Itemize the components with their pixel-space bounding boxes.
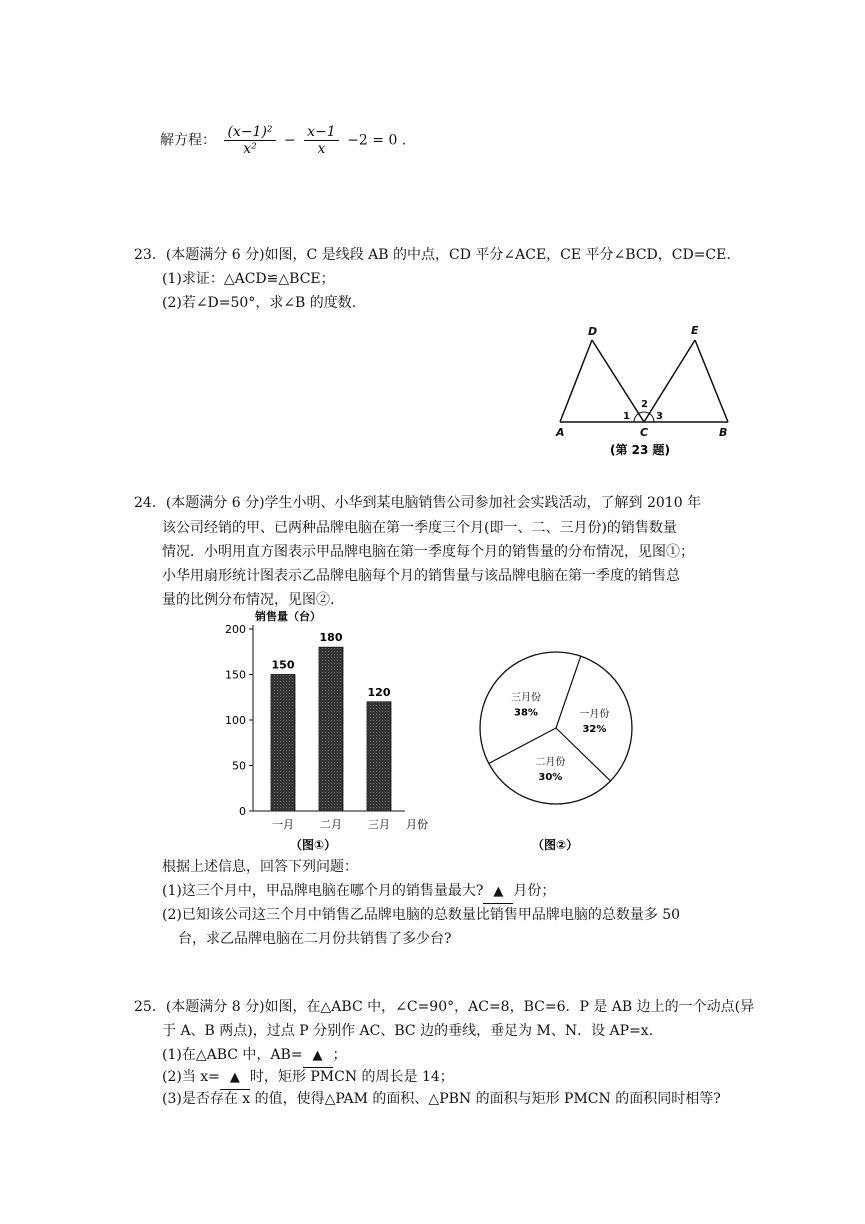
answer-blank[interactable]: ▲ — [303, 1045, 333, 1068]
q24-line-4: 小华用扇形统计图表示乙品牌电脑每个月的销售量与该品牌电脑在第一季度的销售总 — [162, 568, 680, 584]
equation-minus: − — [283, 132, 296, 149]
q24-sub1-suffix: 月份； — [513, 883, 556, 899]
bar-chart-xlabel: 月份 — [406, 818, 428, 831]
y-tick-label: 0 — [239, 805, 246, 818]
q25-line-2: 于 A、B 两点)，过点 P 分别作 AC、BC 边的垂线，垂足为 M、N．设 AP=x. — [162, 1023, 654, 1039]
label-d: D — [588, 325, 598, 338]
q23-line-1: 23．(本题满分 6 分)如图，C 是线段 AB 的中点，CD 平分∠ACE，CE 平分∠BCD，CD=CE. — [134, 247, 731, 263]
label-c: C — [640, 426, 649, 439]
label-b: B — [719, 426, 728, 439]
bar-chart — [210, 605, 470, 855]
pie-slice-boundary — [556, 656, 581, 728]
y-tick-label: 150 — [225, 668, 246, 682]
q25-sub2 — [162, 1066, 454, 1090]
pie-slice-label: 三月份 — [510, 692, 541, 704]
q25-line-1: 25．(本题满分 8 分)如图，在△ABC 中，∠C=90°，AC=8，BC=6．P 是 AB 边上的一个动点(异 — [134, 999, 755, 1015]
bar — [367, 702, 391, 811]
pie-slice-label: 一月份 — [579, 708, 610, 720]
bar-data-label: 120 — [367, 685, 391, 699]
fraction-1 — [224, 124, 275, 157]
q24-line-5: 量的比例分布情况，见图②. — [162, 592, 335, 608]
q25-sub2-text: (2)当 x= — [162, 1069, 220, 1085]
fraction-1-numerator: (x−1)² — [224, 124, 275, 141]
segment-eb — [695, 340, 728, 422]
equation-prefix: 解方程： — [160, 132, 216, 149]
figure-23-caption: (第 23 题) — [610, 443, 671, 457]
x-tick-label: 二月 — [320, 818, 342, 831]
q24-line-2: 该公司经销的甲、已两种品牌电脑在第一季度三个月(即一、二、三月份)的销售数量 — [162, 520, 677, 536]
y-tick-label: 100 — [225, 714, 246, 727]
q24-sub1 — [162, 880, 555, 904]
bar — [271, 675, 295, 812]
q24-sub1-text: (1)这三个月中，甲品牌电脑在哪个月的销售量最大? — [162, 883, 484, 899]
bar-chart-caption: （图①） — [290, 838, 337, 852]
bar-data-label: 180 — [319, 631, 343, 645]
label-angle-2: 2 — [641, 399, 648, 410]
fraction-2-numerator: x−1 — [304, 124, 339, 141]
q24-line-3: 情况．小明用直方图表示甲品牌电脑在第一季度每个月的销售量的分布情况，见图①； — [162, 544, 694, 560]
answer-blank[interactable]: ▲ — [220, 1067, 250, 1090]
y-tick-label: 50 — [232, 759, 246, 773]
x-tick-label: 一月 — [272, 818, 294, 831]
label-a: A — [556, 426, 565, 439]
pie-slice-percent: 38% — [514, 707, 538, 719]
pie-chart — [470, 628, 640, 858]
pie-slice-percent: 30% — [538, 772, 563, 784]
bar — [319, 647, 343, 811]
angle-arc — [634, 412, 654, 422]
segment-dc — [592, 340, 644, 422]
q24-line-1: 24．(本题满分 6 分)学生小明、小华到某电脑销售公司参加社会实践活动，了解到 2010 年 — [134, 495, 702, 511]
equation-line — [160, 124, 406, 157]
answer-blank[interactable]: ▲ — [483, 881, 513, 904]
q24-sub2-line-2: 台，求乙品牌电脑在二月份共销售了多少台? — [178, 931, 452, 947]
q23-line-3: (2)若∠D=50°，求∠B 的度数. — [162, 295, 357, 311]
segment-ce — [644, 340, 695, 422]
pie-slice-label: 二月份 — [535, 757, 566, 769]
fraction-1-denominator: x² — [243, 141, 257, 157]
label-angle-1: 1 — [623, 411, 630, 422]
pie-slice-boundary — [556, 728, 610, 781]
triangle-figure — [550, 318, 740, 463]
fraction-2-denominator: x — [317, 141, 326, 157]
pie-slice-percent: 32% — [582, 723, 607, 735]
x-tick-label: 三月 — [368, 818, 390, 831]
q24-after-line: 根据上述信息，回答下列问题： — [162, 859, 358, 875]
bar-chart-ylabel: 销售量（台） — [255, 610, 321, 623]
segment-ad — [560, 340, 592, 422]
equation-tail: −2 = 0 . — [347, 132, 407, 149]
q24-sub2-line-1: (2)已知该公司这三个月中销售乙品牌电脑的总数量比销售甲品牌电脑的总数量多 50 — [162, 907, 681, 923]
q25-sub1-suffix: ； — [332, 1047, 347, 1063]
q25-sub3: (3)是否存在 x 的值，使得△PAM 的面积、△PBN 的面积与矩形 PMCN 的面积同时相等? — [162, 1091, 721, 1107]
label-angle-3: 3 — [656, 411, 663, 422]
pie-chart-caption: （图②） — [532, 838, 579, 852]
fraction-2 — [304, 124, 339, 157]
bar-data-label: 150 — [271, 658, 295, 672]
q23-line-2: (1)求证：△ACD≌△BCE； — [162, 271, 335, 287]
q25-sub1 — [162, 1044, 347, 1068]
label-e: E — [691, 324, 699, 337]
y-tick-label: 200 — [225, 623, 246, 636]
q25-sub2-suffix: 时，矩形 PMCN 的周长是 14； — [249, 1069, 454, 1085]
q25-sub1-text: (1)在△ABC 中，AB= — [162, 1047, 303, 1063]
